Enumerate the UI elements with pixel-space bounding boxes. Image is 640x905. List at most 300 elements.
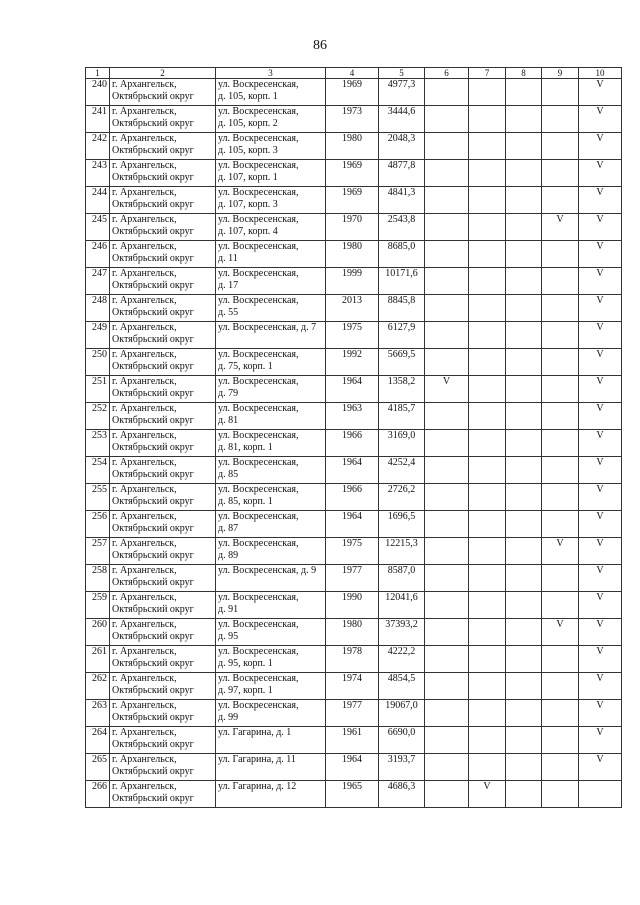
row-number-cell: 254 [86,457,110,484]
row-number-cell: 264 [86,727,110,754]
street-line: ул. Воскресенская, [218,538,299,549]
row-number-cell: 252 [86,403,110,430]
mark-cell-c8 [506,646,542,673]
mark-cell-c9 [542,133,579,160]
row-number-cell: 257 [86,538,110,565]
mark-cell-c10: V [579,700,622,727]
locality-cell [110,403,216,430]
year-cell: 1970 [326,214,379,241]
year-cell: 1978 [326,646,379,673]
mark-cell-c8 [506,538,542,565]
locality-cell [110,700,216,727]
mark-cell-c8 [506,484,542,511]
street-line: ул. Воскресенская, [218,349,299,360]
street-line: ул. Гагарина, д. 12 [218,781,297,792]
table-row [86,673,622,700]
locality-cell [110,673,216,700]
year-cell: 1963 [326,403,379,430]
address-cell [216,592,326,619]
mark-cell-c8 [506,295,542,322]
mark-cell-c6 [425,511,469,538]
district-line: Октябрьский округ [112,604,194,615]
mark-cell-c10: V [579,187,622,214]
row-number-cell: 245 [86,214,110,241]
mark-cell-c6 [425,565,469,592]
house-line: д. 11 [218,253,238,264]
mark-cell-c6 [425,403,469,430]
table-row [86,403,622,430]
district-line: Октябрьский округ [112,226,194,237]
mark-cell-c9 [542,781,579,808]
street-line: ул. Гагарина, д. 11 [218,754,296,765]
house-line: д. 87 [218,523,239,534]
row-number-cell: 255 [86,484,110,511]
address-cell [216,538,326,565]
mark-cell-c9 [542,322,579,349]
mark-cell-c8 [506,565,542,592]
table-row [86,538,622,565]
area-cell: 6127,9 [379,322,425,349]
year-cell: 1966 [326,484,379,511]
mark-cell-c7 [469,727,506,754]
row-number-cell: 250 [86,349,110,376]
row-number-cell: 243 [86,160,110,187]
year-cell: 1964 [326,754,379,781]
mark-cell-c10: V [579,457,622,484]
area-cell: 2543,8 [379,214,425,241]
mark-cell-c7 [469,592,506,619]
page-number: 86 [313,38,327,53]
district-line: Октябрьский округ [112,442,194,453]
mark-cell-c6 [425,241,469,268]
street-line: ул. Воскресенская, [218,430,299,441]
address-cell [216,268,326,295]
year-cell: 1973 [326,106,379,133]
district-line: Октябрьский округ [112,712,194,723]
district-line: Октябрьский округ [112,172,194,183]
mark-cell-c7 [469,322,506,349]
street-line: ул. Воскресенская, [218,376,299,387]
mark-cell-c10: V [579,538,622,565]
locality-cell [110,457,216,484]
street-line: ул. Воскресенская, [218,268,299,279]
table-row [86,214,622,241]
year-cell: 1990 [326,592,379,619]
street-line: ул. Воскресенская, [218,700,299,711]
locality-cell [110,376,216,403]
mark-cell-c10 [579,781,622,808]
address-cell [216,322,326,349]
table-row [86,619,622,646]
locality-cell [110,106,216,133]
mark-cell-c6 [425,592,469,619]
street-line: ул. Воскресенская, [218,592,299,603]
house-line: д. 97, корп. 1 [218,685,273,696]
address-cell [216,403,326,430]
mark-cell-c6 [425,538,469,565]
mark-cell-c7 [469,538,506,565]
table-row [86,322,622,349]
column-header: 9 [542,68,579,79]
mark-cell-c7 [469,106,506,133]
mark-cell-c9 [542,592,579,619]
city-line: г. Архангельск, [112,106,177,117]
address-cell [216,565,326,592]
area-cell: 4686,3 [379,781,425,808]
district-line: Октябрьский округ [112,577,194,588]
mark-cell-c6 [425,79,469,106]
area-cell: 6690,0 [379,727,425,754]
table-row [86,376,622,403]
mark-cell-c9 [542,646,579,673]
row-number-cell: 261 [86,646,110,673]
address-cell [216,754,326,781]
locality-cell [110,349,216,376]
locality-cell [110,430,216,457]
house-line: д. 91 [218,604,239,615]
district-line: Октябрьский округ [112,496,194,507]
locality-cell [110,187,216,214]
address-cell [216,673,326,700]
table-row [86,241,622,268]
locality-cell [110,484,216,511]
mark-cell-c10: V [579,268,622,295]
column-header: 1 [86,68,110,79]
area-cell: 4877,8 [379,160,425,187]
mark-cell-c6 [425,160,469,187]
house-line: д. 85 [218,469,239,480]
address-cell [216,295,326,322]
column-header: 8 [506,68,542,79]
city-line: г. Архангельск, [112,754,177,765]
street-line: ул. Воскресенская, [218,511,299,522]
house-line: д. 85, корп. 1 [218,496,273,507]
mark-cell-c9 [542,268,579,295]
mark-cell-c7 [469,619,506,646]
city-line: г. Архангельск, [112,484,177,495]
house-line: д. 107, корп. 3 [218,199,278,210]
city-line: г. Архангельск, [112,268,177,279]
year-cell: 1999 [326,268,379,295]
area-cell: 3444,6 [379,106,425,133]
house-line: д. 81 [218,415,239,426]
city-line: г. Архангельск, [112,160,177,171]
table-body [86,68,622,808]
table-row [86,133,622,160]
house-line: д. 95, корп. 1 [218,658,273,669]
city-line: г. Архангельск, [112,187,177,198]
address-cell [216,484,326,511]
house-line: д. 89 [218,550,239,561]
city-line: г. Архангельск, [112,511,177,522]
locality-cell [110,133,216,160]
mark-cell-c7 [469,133,506,160]
address-cell [216,187,326,214]
year-cell: 1974 [326,673,379,700]
mark-cell-c6: V [425,376,469,403]
district-line: Октябрьский округ [112,793,194,804]
city-line: г. Архангельск, [112,295,177,306]
city-line: г. Архангельск, [112,430,177,441]
row-number-cell: 248 [86,295,110,322]
year-cell: 1969 [326,187,379,214]
table-row [86,511,622,538]
row-number-cell: 259 [86,592,110,619]
address-cell [216,727,326,754]
city-line: г. Архангельск, [112,592,177,603]
district-line: Октябрьский округ [112,550,194,561]
mark-cell-c9 [542,727,579,754]
row-number-cell: 251 [86,376,110,403]
mark-cell-c8 [506,781,542,808]
mark-cell-c9 [542,241,579,268]
area-cell: 3193,7 [379,754,425,781]
mark-cell-c6 [425,727,469,754]
mark-cell-c10: V [579,754,622,781]
mark-cell-c10: V [579,619,622,646]
mark-cell-c10: V [579,646,622,673]
house-line: д. 105, корп. 1 [218,91,278,102]
mark-cell-c6 [425,754,469,781]
district-line: Октябрьский округ [112,685,194,696]
mark-cell-c9 [542,673,579,700]
mark-cell-c10: V [579,349,622,376]
mark-cell-c8 [506,673,542,700]
locality-cell [110,295,216,322]
city-line: г. Архангельск, [112,349,177,360]
district-line: Октябрьский округ [112,388,194,399]
address-cell [216,700,326,727]
city-line: г. Архангельск, [112,403,177,414]
area-cell: 2726,2 [379,484,425,511]
column-header: 7 [469,68,506,79]
city-line: г. Архангельск, [112,241,177,252]
address-cell [216,457,326,484]
street-line: ул. Воскресенская, [218,160,299,171]
city-line: г. Архангельск, [112,781,177,792]
street-line: ул. Воскресенская, [218,214,299,225]
mark-cell-c6 [425,646,469,673]
mark-cell-c10: V [579,565,622,592]
mark-cell-c9 [542,106,579,133]
mark-cell-c7 [469,376,506,403]
address-cell [216,511,326,538]
street-line: ул. Воскресенская, [218,295,299,306]
mark-cell-c7 [469,511,506,538]
district-line: Октябрьский округ [112,280,194,291]
mark-cell-c10: V [579,79,622,106]
district-line: Октябрьский округ [112,91,194,102]
mark-cell-c8 [506,106,542,133]
mark-cell-c10: V [579,241,622,268]
row-number-cell: 262 [86,673,110,700]
area-cell: 8685,0 [379,241,425,268]
city-line: г. Архангельск, [112,457,177,468]
locality-cell [110,511,216,538]
mark-cell-c10: V [579,322,622,349]
street-line: ул. Воскресенская, [218,187,299,198]
row-number-cell: 265 [86,754,110,781]
mark-cell-c6 [425,484,469,511]
district-line: Октябрьский округ [112,361,194,372]
area-cell: 12041,6 [379,592,425,619]
locality-cell [110,646,216,673]
mark-cell-c8 [506,160,542,187]
table-row [86,754,622,781]
mark-cell-c8 [506,187,542,214]
table-row [86,565,622,592]
area-cell: 4185,7 [379,403,425,430]
table-row [86,349,622,376]
locality-cell [110,79,216,106]
mark-cell-c9 [542,565,579,592]
mark-cell-c6 [425,214,469,241]
street-line: ул. Гагарина, д. 1 [218,727,292,738]
table-row [86,727,622,754]
mark-cell-c8 [506,754,542,781]
locality-cell [110,619,216,646]
house-line: д. 105, корп. 2 [218,118,278,129]
house-line: д. 95 [218,631,239,642]
street-line: ул. Воскресенская, [218,646,299,657]
mark-cell-c9 [542,754,579,781]
mark-cell-c10: V [579,403,622,430]
mark-cell-c7 [469,565,506,592]
mark-cell-c8 [506,619,542,646]
mark-cell-c10: V [579,160,622,187]
city-line: г. Архангельск, [112,133,177,144]
city-line: г. Архангельск, [112,619,177,630]
district-line: Октябрьский округ [112,118,194,129]
city-line: г. Архангельск, [112,538,177,549]
locality-cell [110,781,216,808]
area-cell: 3169,0 [379,430,425,457]
mark-cell-c7 [469,268,506,295]
area-cell: 8845,8 [379,295,425,322]
mark-cell-c6 [425,619,469,646]
house-line: д. 107, корп. 1 [218,172,278,183]
district-line: Октябрьский округ [112,199,194,210]
house-line: д. 79 [218,388,239,399]
district-line: Октябрьский округ [112,334,194,345]
table-row [86,430,622,457]
mark-cell-c6 [425,673,469,700]
year-cell: 1992 [326,349,379,376]
area-cell: 12215,3 [379,538,425,565]
row-number-cell: 263 [86,700,110,727]
table-row [86,160,622,187]
area-cell: 4841,3 [379,187,425,214]
city-line: г. Архангельск, [112,673,177,684]
mark-cell-c6 [425,700,469,727]
mark-cell-c9 [542,484,579,511]
city-line: г. Архангельск, [112,376,177,387]
mark-cell-c10: V [579,511,622,538]
mark-cell-c8 [506,268,542,295]
row-number-cell: 241 [86,106,110,133]
row-number-cell: 242 [86,133,110,160]
mark-cell-c8 [506,322,542,349]
year-cell: 1980 [326,241,379,268]
year-cell: 1980 [326,619,379,646]
table-row [86,700,622,727]
mark-cell-c7 [469,700,506,727]
locality-cell [110,322,216,349]
mark-cell-c9 [542,700,579,727]
year-cell: 1969 [326,79,379,106]
district-line: Октябрьский округ [112,469,194,480]
mark-cell-c7 [469,160,506,187]
mark-cell-c6 [425,430,469,457]
mark-cell-c9 [542,511,579,538]
mark-cell-c7 [469,673,506,700]
city-line: г. Архангельск, [112,79,177,90]
locality-cell [110,160,216,187]
mark-cell-c9: V [542,619,579,646]
table-row [86,457,622,484]
street-line: ул. Воскресенская, [218,241,299,252]
district-line: Октябрьский округ [112,415,194,426]
column-number-row [86,68,622,79]
district-line: Октябрьский округ [112,253,194,264]
mark-cell-c8 [506,700,542,727]
address-cell [216,160,326,187]
mark-cell-c8 [506,133,542,160]
locality-cell [110,538,216,565]
area-cell: 4252,4 [379,457,425,484]
district-line: Октябрьский округ [112,766,194,777]
year-cell: 1964 [326,376,379,403]
mark-cell-c10: V [579,592,622,619]
mark-cell-c7 [469,430,506,457]
area-cell: 2048,3 [379,133,425,160]
mark-cell-c9: V [542,538,579,565]
mark-cell-c9 [542,187,579,214]
row-number-cell: 249 [86,322,110,349]
column-header: 2 [110,68,216,79]
city-line: г. Архангельск, [112,727,177,738]
mark-cell-c6 [425,781,469,808]
column-header: 10 [579,68,622,79]
mark-cell-c10: V [579,295,622,322]
housing-register-table [85,67,622,808]
year-cell: 1975 [326,322,379,349]
mark-cell-c8 [506,727,542,754]
house-line: д. 99 [218,712,239,723]
mark-cell-c7 [469,457,506,484]
row-number-cell: 253 [86,430,110,457]
mark-cell-c7 [469,349,506,376]
table-row [86,106,622,133]
row-number-cell: 260 [86,619,110,646]
house-line: д. 105, корп. 3 [218,145,278,156]
street-line: ул. Воскресенская, [218,484,299,495]
street-line: ул. Воскресенская, [218,619,299,630]
street-line: ул. Воскресенская, д. 9 [218,565,317,576]
mark-cell-c7 [469,214,506,241]
mark-cell-c10: V [579,376,622,403]
mark-cell-c8 [506,511,542,538]
address-cell [216,646,326,673]
table-row [86,646,622,673]
area-cell: 8587,0 [379,565,425,592]
row-number-cell: 247 [86,268,110,295]
district-line: Октябрьский округ [112,631,194,642]
address-cell [216,619,326,646]
mark-cell-c9 [542,403,579,430]
area-cell: 37393,2 [379,619,425,646]
district-line: Октябрьский округ [112,739,194,750]
